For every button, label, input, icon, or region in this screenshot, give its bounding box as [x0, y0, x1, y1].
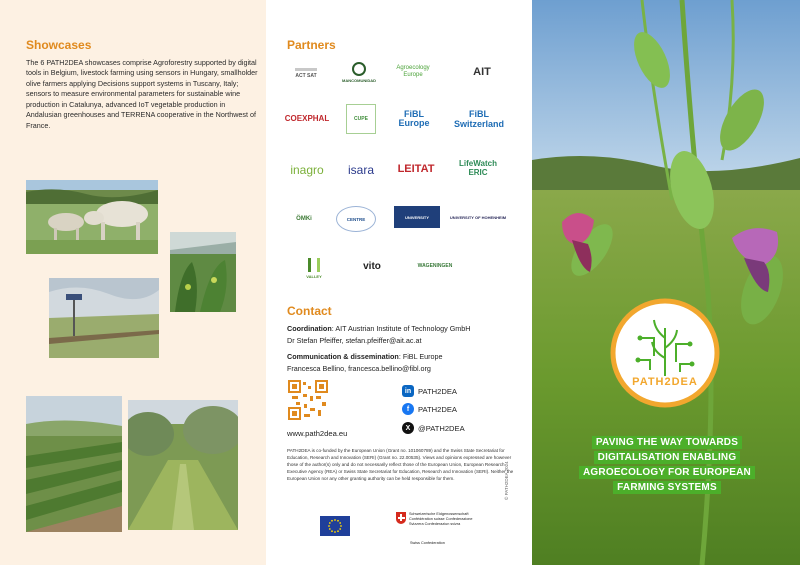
livestock-photo — [26, 180, 158, 254]
cover-tagline — [562, 436, 772, 494]
tagline-line: FARMING SYSTEMS — [613, 481, 721, 494]
partner-logo — [452, 106, 506, 132]
x-link[interactable] — [402, 422, 465, 434]
vineyard-photo — [26, 396, 122, 532]
tagline-line: AGROECOLOGY FOR EUROPEAN — [579, 466, 755, 479]
swiss-confederation-lines: Schweizerische Eidgenossenschaft Confédération suisse Confederazione Svizzera Confederaziun svizra — [409, 512, 473, 526]
partner-logo-label: AIT — [473, 66, 491, 78]
partner-logo-label: inagro — [290, 163, 324, 177]
partner-logo-label: CENTRE — [346, 216, 366, 222]
cover-panel — [532, 0, 800, 565]
path2dea-logo-text: PATH2DEA — [632, 376, 698, 388]
tagline-line: PAVING THE WAY TOWARDS — [592, 436, 742, 449]
greenhouse-photo — [170, 232, 236, 312]
partner-logo — [388, 58, 438, 86]
communication-label: Communication & dissemination — [287, 352, 399, 361]
partner-logo-label: ACT SAT — [295, 68, 316, 79]
showcases-panel — [0, 0, 266, 565]
partner-logo — [284, 60, 328, 86]
partner-logo — [348, 256, 396, 276]
communication-line — [287, 352, 443, 361]
partner-logo-label: ÖMKi — [296, 216, 312, 222]
partner-logo-label: UNIVERSITY — [404, 214, 429, 220]
partner-logo-label: isara — [347, 163, 374, 177]
showcases-description: The 6 PATH2DEA showcases comprise Agroforestry supported by digital tools in Belgium, livestock farming using sensors in Hungary, smallholder olive farmers applying Decisions support systems in Tuscany, Italy; sensors to measure environmental parameters for sustainable wine production in Catalunya, advanced IoT vegetable production in Andalusian greenhouses and TERRENA cooperative in the Northwest of France. — [26, 58, 258, 130]
partner-logo-label: vito — [363, 260, 381, 272]
linkedin-icon: in — [402, 385, 414, 397]
partner-logo-label: COEXPHAL — [284, 113, 330, 123]
partner-logo — [394, 206, 440, 228]
partner-logo-label: Agroecology Europe — [396, 64, 430, 78]
coordination-person[interactable]: Dr Stefan Pfeiffer, stefan.pfeiffer@ait.ac.at — [287, 336, 422, 345]
qr-code[interactable] — [288, 380, 328, 420]
funding-disclaimer: PATH2DEA is co-funded by the European Union (Grant no. 101060789) and the Swiss State Secretariat for Education, Research and Innovation (SERI) (Grant no. 22.00535). Views and opinions expressed are however those of the author(s) only and do not necessarily reflect those of the European Union, European Research Executive Agency (REA) or Swiss State Secretariat for Education, Research and Innovation (SERI). Neither the European Union nor any other granting authority can be held responsible for them. — [287, 448, 514, 481]
path2dea-logo — [610, 298, 720, 408]
partner-logo-label: CUPE — [354, 116, 368, 122]
partner-logo — [284, 108, 330, 128]
website-link[interactable]: www.path2dea.eu — [287, 429, 348, 438]
coordination-value: : AIT Austrian Institute of Technology GmbH — [331, 324, 471, 333]
sensor-field-photo — [49, 278, 159, 358]
coordination-label: Coordination — [287, 324, 332, 333]
partner-logo — [286, 206, 322, 232]
partner-logo — [392, 158, 440, 180]
linkedin-handle: PATH2DEA — [418, 386, 457, 396]
x-handle: @PATH2DEA — [418, 423, 465, 433]
partner-logo — [346, 104, 376, 134]
partner-logo-label: UNIVERSITY OF HOHENHEIM — [449, 214, 507, 220]
partner-logo-label: FiBL Europe — [398, 109, 430, 128]
facebook-handle: PATH2DEA — [418, 404, 457, 414]
communication-value: : FiBL Europe — [398, 352, 443, 361]
communication-person[interactable]: Francesca Bellino, francesca.bellino@fibl.org — [287, 364, 431, 373]
partners-contact-panel — [266, 0, 532, 565]
tagline-line: DIGITALISATION ENABLING — [594, 451, 741, 464]
partner-logo — [336, 206, 376, 232]
partner-logo-label: VALLEY — [306, 273, 322, 279]
partner-logo — [454, 62, 510, 82]
coordination-line — [287, 324, 470, 333]
partner-logo — [448, 206, 508, 228]
partner-logo-label: FiBL Switzerland — [453, 109, 504, 129]
partner-logo-label: MANCOMUNIDAD — [342, 77, 376, 83]
x-icon: X — [402, 422, 414, 434]
partner-emblem-icon — [352, 62, 366, 76]
showcases-heading: Showcases — [26, 38, 92, 52]
partner-logo — [296, 252, 332, 284]
olive-grove-photo — [128, 400, 238, 530]
facebook-link[interactable] — [402, 403, 457, 415]
swiss-confederation-label: Swiss Confederation — [410, 541, 445, 545]
partner-logo-label: LifeWatch ERIC — [459, 159, 497, 177]
swiss-shield-icon — [396, 512, 406, 524]
partner-logo — [342, 54, 376, 90]
contact-heading: Contact — [287, 304, 332, 318]
partner-logo — [404, 256, 466, 276]
valley-emblem-icon — [308, 258, 320, 272]
swiss-confederation-logo — [396, 512, 479, 527]
partner-logo-label: WAGENINGEN — [417, 263, 453, 269]
facebook-icon: f — [402, 403, 414, 415]
partner-logo — [394, 106, 434, 132]
partners-heading: Partners — [287, 38, 336, 52]
partner-logo-label: LEITAT — [397, 163, 435, 175]
partner-logo — [284, 160, 330, 180]
partner-logo — [450, 156, 506, 182]
eu-flag-icon — [320, 516, 350, 536]
copyright-note: © PATH2DEA 2024 — [504, 461, 509, 500]
partner-logo — [340, 160, 382, 180]
linkedin-link[interactable] — [402, 385, 457, 397]
